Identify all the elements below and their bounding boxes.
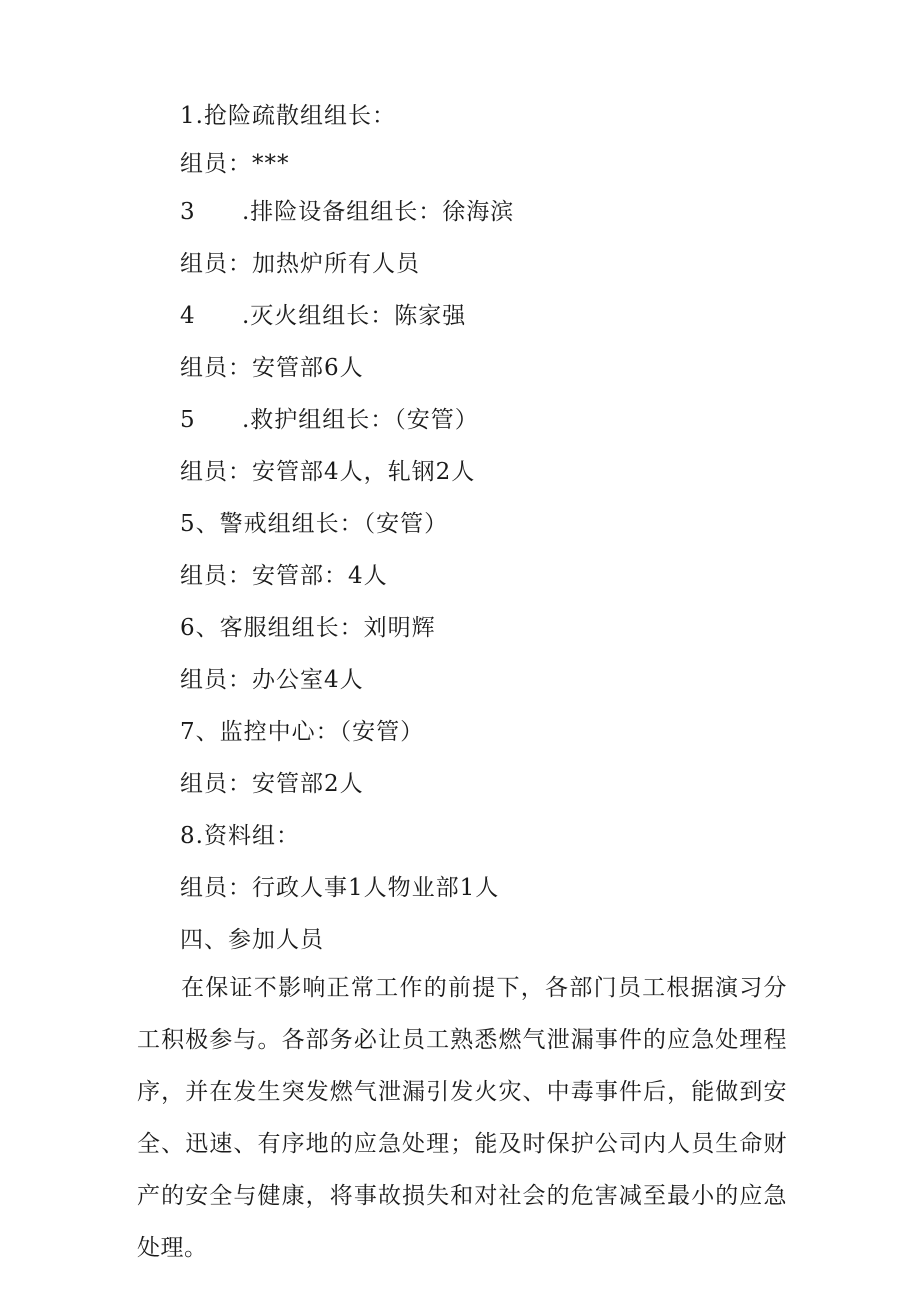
text-line-1 xyxy=(180,101,396,131)
line-text: .排险设备组组长：徐海滨 xyxy=(242,199,515,225)
line-text: 四、参加人员 xyxy=(180,927,324,953)
text-line-15 xyxy=(180,821,300,851)
text-line-13 xyxy=(180,717,424,747)
line-text: 7、监控中心：（安管） xyxy=(180,719,425,745)
line-text: 组员：安管部6人 xyxy=(180,355,364,381)
line-text: 组员：办公室4人 xyxy=(180,667,364,693)
line-text: 1.抢险疏散组组长： xyxy=(180,103,396,129)
text-line-12 xyxy=(180,665,364,695)
line-number: 4 xyxy=(180,303,196,329)
line-text: 组员：安管部2人 xyxy=(180,771,364,797)
text-line-10 xyxy=(180,561,388,591)
text-line-4 xyxy=(180,249,420,279)
line-text: 组员：安管部4人，轧钢2人 xyxy=(180,459,476,485)
text-line-2 xyxy=(180,149,290,179)
text-line-11 xyxy=(180,613,436,643)
text-line-3 xyxy=(180,197,514,227)
text-line-6 xyxy=(180,353,364,383)
line-text: .救护组组长：（安管） xyxy=(242,407,479,433)
line-number: 3 xyxy=(180,199,196,225)
line-text: 6、客服组组长：刘明辉 xyxy=(180,615,436,641)
text-line-5 xyxy=(180,301,466,331)
text-line-16 xyxy=(180,873,499,903)
line-text: .灭火组组长：陈家强 xyxy=(242,303,467,329)
section-heading xyxy=(180,925,324,955)
line-text: 组员：行政人事1人物业部1人 xyxy=(180,875,500,901)
line-text: 组员：加热炉所有人员 xyxy=(180,251,420,277)
line-text: 5、警戒组组长：（安管） xyxy=(180,511,449,537)
text-line-8 xyxy=(180,457,475,487)
body-paragraph: 在保证不影响正常工作的前提下，各部门员工根据演习分工积极参与。各部务必让员工熟悉燃气泄漏事件的应急处理程序，并在发生突发燃气泄漏引发火灾、中毒事件后，能做到安全、迅速、有序地的应急处理；能及时保护公司内人员生命财产的安全与健康，将事故损失和对社会的危害减至最小的应急处理。 xyxy=(137,975,787,1261)
text-line-9 xyxy=(180,509,448,539)
line-text: 8.资料组： xyxy=(180,823,300,849)
line-text: 组员：*** xyxy=(180,151,290,177)
text-line-14 xyxy=(180,769,364,799)
line-number: 5 xyxy=(180,407,196,433)
text-line-7 xyxy=(180,405,479,435)
line-text: 组员：安管部：4人 xyxy=(180,563,388,589)
